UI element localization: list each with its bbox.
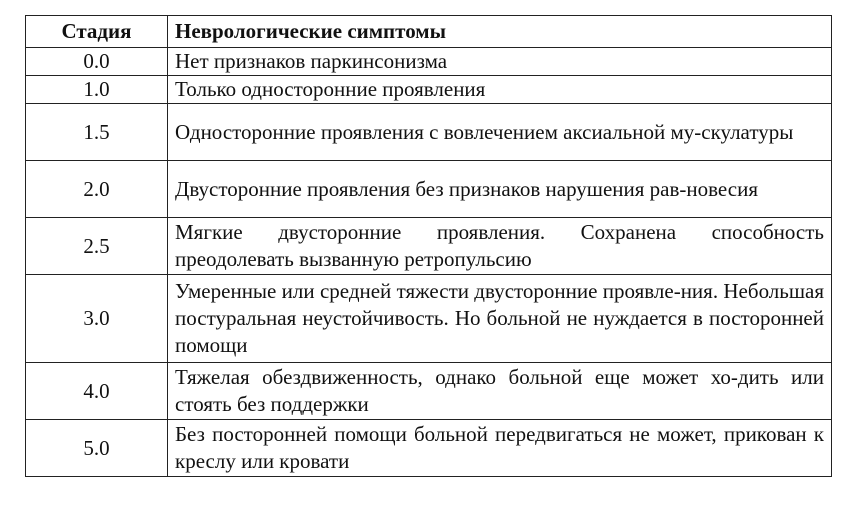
- stage-cell: 1.5: [26, 104, 168, 161]
- symptoms-cell: Только односторонние проявления: [168, 76, 832, 104]
- table-row: [26, 420, 832, 477]
- symptoms-cell: Без посторонней помощи больной передвигаться не может, прикован к креслу или кровати: [168, 420, 832, 477]
- header-stage: Стадия: [26, 16, 168, 48]
- table-row: [26, 161, 832, 218]
- table-row: [26, 76, 832, 104]
- header-symptoms: Неврологические симптомы: [168, 16, 832, 48]
- table-row: [26, 218, 832, 275]
- header-row: [26, 16, 832, 48]
- stage-cell: 1.0: [26, 76, 168, 104]
- stage-cell: 3.0: [26, 275, 168, 363]
- table-row: [26, 275, 832, 363]
- symptoms-cell: Нет признаков паркинсонизма: [168, 48, 832, 76]
- stage-cell: 0.0: [26, 48, 168, 76]
- symptoms-cell: Двусторонние проявления без признаков нарушения рав-новесия: [168, 161, 832, 218]
- stage-cell: 5.0: [26, 420, 168, 477]
- stage-cell: 2.0: [26, 161, 168, 218]
- table-row: [26, 48, 832, 76]
- stage-cell: 2.5: [26, 218, 168, 275]
- symptoms-cell: Мягкие двусторонние проявления. Сохранена способность преодолевать вызванную ретропульсию: [168, 218, 832, 275]
- symptoms-cell: Односторонние проявления с вовлечением аксиальной му-скулатуры: [168, 104, 832, 161]
- stage-cell: 4.0: [26, 363, 168, 420]
- symptoms-cell: Тяжелая обездвиженность, однако больной еще может хо-дить или стоять без поддержки: [168, 363, 832, 420]
- stages-table: [25, 15, 832, 477]
- table-row: [26, 363, 832, 420]
- table-row: [26, 104, 832, 161]
- symptoms-cell: Умеренные или средней тяжести двусторонние проявле-ния. Небольшая постуральная неустойчивость. Но больной не нуждается в посторонней помощи: [168, 275, 832, 363]
